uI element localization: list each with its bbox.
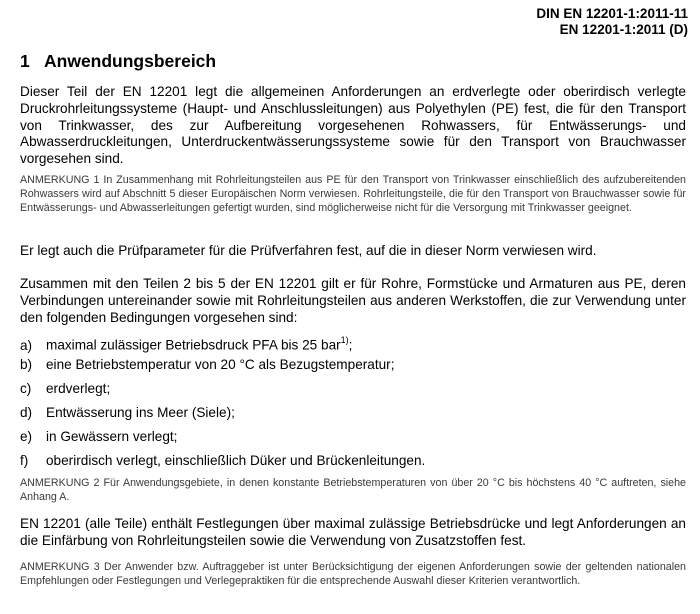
section-heading (20, 51, 216, 71)
section-number: 1 (20, 51, 30, 71)
list-text: maximal zulässiger Betriebsdruck PFA bis 25 bar (46, 337, 341, 353)
list-marker: a) (20, 337, 33, 353)
list-item (20, 357, 686, 374)
list-marker: c) (20, 381, 32, 396)
section-title: Anwendungsbereich (44, 51, 217, 71)
note-1: ANMERKUNG 1 In Zusammenhang mit Rohrleitungsteilen aus PE für den Transport von Trinkwasser einschließlich des aufzubereitenden Rohwassers wird auf Abschnitt 5 dieser Europäischen Norm verwiesen. Rohrleitungsteile, die für den Transport von Brauchwasser sowie für Entwässerungs- und Abwasserleitungen gefertigt wurden, sind möglicherweise nicht für die Versorgung mit Trinkwasser geeignet. (20, 174, 686, 215)
list-item (20, 405, 686, 422)
paragraph-pressure-requirements: EN 12201 (alle Teile) enthält Festlegungen über maximal zulässige Betriebsdrücke und legt Anforderungen an die Einfärbung von Rohrleitungsteilen sowie die Verwendung von Zusatzstoffen fest. (20, 516, 686, 548)
note-3: ANMERKUNG 3 Der Anwender bzw. Auftraggeber ist unter Berücksichtigung der eigenen Anforderungen sowie der geltenden nationalen Empfehlungen oder Festlegungen und Verlegepraktiken für die entsprechende Auswahl dieser Kriterien verantwortlich. (20, 561, 686, 588)
footnote-ref: 1) (340, 335, 349, 345)
paragraph-test-parameters: Er legt auch die Prüfparameter für die Prüfverfahren fest, auf die in dieser Norm verwiesen wird. (20, 243, 597, 258)
paragraph-applicability: Zusammen mit den Teilen 2 bis 5 der EN 12201 gilt er für Rohre, Formstücke und Armaturen aus PE, deren Verbindungen untereinander sowie mit Rohrleitungsteilen aus anderen Werkstoffen, die zur Verwendung unter den folgenden Bedingungen vorgesehen sind: (20, 276, 686, 325)
list-marker: f) (20, 453, 29, 468)
list-item (20, 333, 686, 354)
standard-id-en: EN 12201-1:2011 (D) (559, 22, 688, 37)
list-text: Entwässerung ins Meer (Siele); (46, 405, 235, 420)
list-item (20, 381, 686, 398)
note-2: ANMERKUNG 2 Für Anwendungsgebiete, in denen konstante Betriebstemperaturen von über 20 °C bis höchstens 40 °C auftreten, siehe Anhang A. (20, 477, 686, 504)
list-marker: b) (20, 357, 33, 372)
list-item (20, 429, 686, 446)
list-marker: e) (20, 429, 33, 444)
list-text: oberirdisch verlegt, einschließlich Düker und Brückenleitungen. (46, 453, 426, 468)
list-text: in Gewässern verlegt; (46, 429, 178, 444)
list-marker: d) (20, 405, 33, 420)
paragraph-scope: Dieser Teil der EN 12201 legt die allgemeinen Anforderungen an erdverlegte oder oberirdisch verlegte Druckrohrleitungssysteme (Haupt- und Anschlussleitungen) aus Polyethylen (PE) fest, die für den Transport von Trinkwasser, des zur Aufbereitung vorgesehenen Rohwassers, für Entwässerungs- und Abwasserdruckleitungen, Unterdruckentwässerungssysteme sowie für den Transport von Brauchwasser vorgesehen sind. (20, 84, 686, 167)
list-item (20, 453, 686, 470)
list-text: eine Betriebstemperatur von 20 °C als Bezugstemperatur; (46, 357, 395, 372)
document-header (536, 6, 688, 38)
list-text: erdverlegt; (46, 381, 111, 396)
standard-id-din: DIN EN 12201-1:2011-11 (536, 6, 688, 21)
list-suffix: ; (348, 337, 353, 353)
